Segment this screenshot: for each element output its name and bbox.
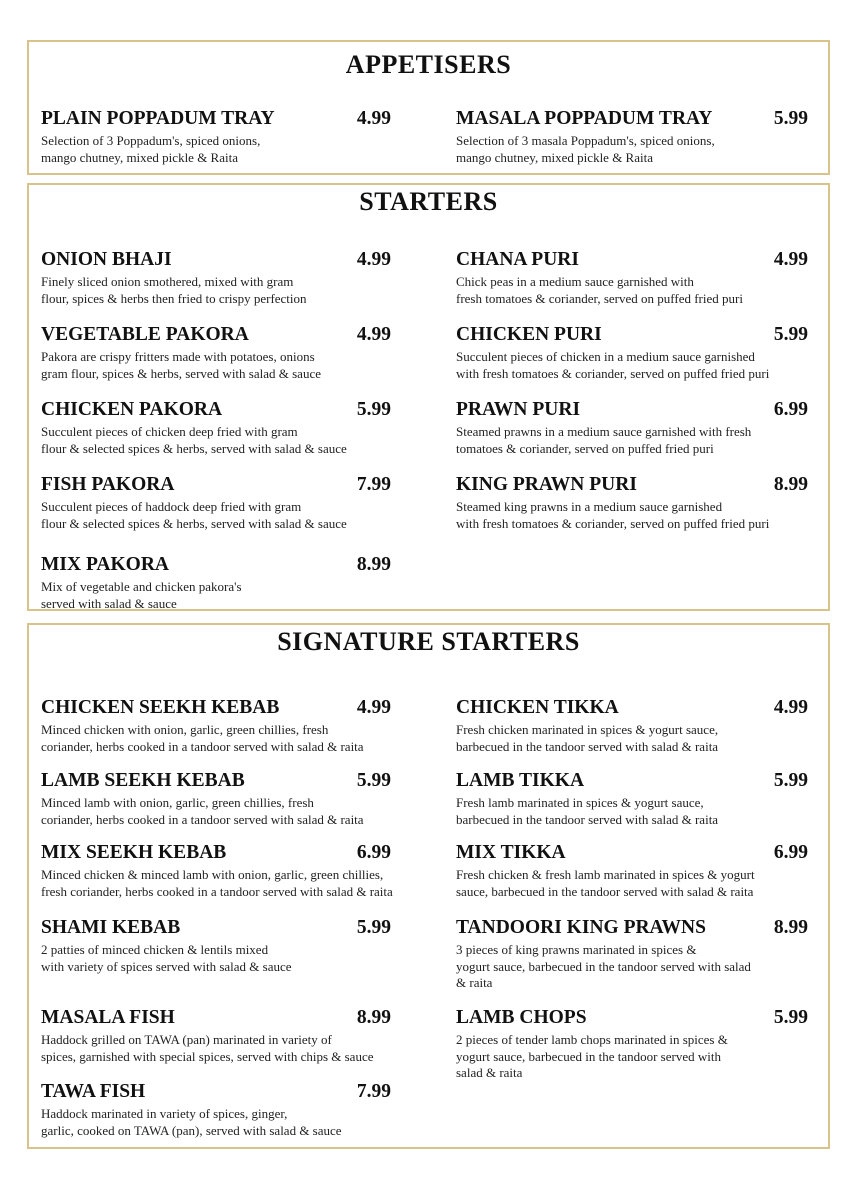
item-description: Selection of 3 Poppadum's, spiced onions, mango chutney, mixed pickle & Raita xyxy=(41,133,261,165)
item-price: 5.99 xyxy=(773,108,808,129)
item-name: LAMB SEEKH KEBAB xyxy=(41,770,245,791)
item-name: CHICKEN SEEKH KEBAB xyxy=(41,697,280,718)
menu-item xyxy=(41,770,391,828)
item-description: Pakora are crispy fritters made with potatoes, onions gram flour, spices & herbs, served with salad & sauce xyxy=(41,349,321,381)
menu-item xyxy=(41,697,391,755)
item-description: Chick peas in a medium sauce garnished with fresh tomatoes & coriander, served on puffed fried puri xyxy=(456,274,743,306)
menu-item xyxy=(456,917,808,992)
item-price: 7.99 xyxy=(356,474,391,495)
menu-item xyxy=(456,842,808,900)
section-title-starters: STARTERS xyxy=(359,187,498,216)
item-description: Haddock marinated in variety of spices, ginger, garlic, cooked on TAWA (pan), served with salad & sauce xyxy=(41,1106,342,1138)
item-description: 3 pieces of king prawns marinated in spices & yogurt sauce, barbecued in the tandoor served with salad & raita xyxy=(456,942,751,990)
item-price: 6.99 xyxy=(773,399,808,420)
item-description: Minced lamb with onion, garlic, green chillies, fresh coriander, herbs cooked in a tandoor served with salad & raita xyxy=(41,795,364,827)
item-name: MASALA FISH xyxy=(41,1007,175,1028)
item-name: MIX SEEKH KEBAB xyxy=(41,842,227,863)
item-name: ONION BHAJI xyxy=(41,249,172,270)
menu-item xyxy=(41,249,391,307)
signature-starters-section xyxy=(27,623,830,1149)
item-description: Finely sliced onion smothered, mixed with gram flour, spices & herbs then fried to crispy perfection xyxy=(41,274,307,306)
item-price: 6.99 xyxy=(356,842,391,863)
item-name: MIX PAKORA xyxy=(41,554,169,575)
item-name: PLAIN POPPADUM TRAY xyxy=(41,108,275,129)
item-price: 4.99 xyxy=(356,697,391,718)
menu-item xyxy=(41,1007,391,1065)
item-price: 4.99 xyxy=(356,249,391,270)
item-name: KING PRAWN PURI xyxy=(456,474,637,495)
menu-item xyxy=(41,842,431,900)
item-price: 4.99 xyxy=(773,697,808,718)
menu-item xyxy=(456,324,808,382)
item-name: CHANA PURI xyxy=(456,249,579,270)
item-name: LAMB TIKKA xyxy=(456,770,585,791)
item-name: PRAWN PURI xyxy=(456,399,581,420)
item-description: Succulent pieces of haddock deep fried with gram flour & selected spices & herbs, served with salad & sauce xyxy=(41,499,347,531)
item-description: Fresh chicken marinated in spices & yogurt sauce, barbecued in the tandoor served with salad & raita xyxy=(456,722,719,754)
section-title-appetisers: APPETISERS xyxy=(345,50,512,79)
item-description: Minced chicken & minced lamb with onion, garlic, green chillies, fresh coriander, herbs cooked in a tandoor served with salad & raita xyxy=(41,867,393,899)
item-name: CHICKEN PURI xyxy=(456,324,602,345)
menu-item xyxy=(41,554,391,612)
item-description: Steamed prawns in a medium sauce garnished with fresh tomatoes & coriander, served on puffed fried puri xyxy=(456,424,752,456)
item-price: 7.99 xyxy=(356,1081,391,1102)
appetisers-section xyxy=(27,40,830,175)
item-name: TAWA FISH xyxy=(41,1081,146,1102)
menu-item xyxy=(456,249,808,307)
item-description: Mix of vegetable and chicken pakora's served with salad & sauce xyxy=(41,579,242,611)
item-name: TANDOORI KING PRAWNS xyxy=(456,917,706,938)
item-price: 4.99 xyxy=(356,108,391,129)
item-name: FISH PAKORA xyxy=(41,474,175,495)
item-price: 5.99 xyxy=(773,770,808,791)
item-description: Haddock grilled on TAWA (pan) marinated in variety of spices, garnished with special spices, served with chips & sauce xyxy=(41,1032,374,1064)
menu-item xyxy=(456,770,808,828)
item-price: 5.99 xyxy=(356,770,391,791)
item-name: MASALA POPPADUM TRAY xyxy=(456,108,713,129)
item-name: MIX TIKKA xyxy=(456,842,566,863)
item-description: 2 pieces of tender lamb chops marinated in spices & yogurt sauce, barbecued in the tandoor served with salad & raita xyxy=(456,1032,728,1080)
menu-item xyxy=(41,399,391,457)
item-price: 5.99 xyxy=(356,399,391,420)
item-description: Fresh lamb marinated in spices & yogurt sauce, barbecued in the tandoor served with salad & raita xyxy=(456,795,719,827)
menu-item xyxy=(41,108,391,166)
menu-item xyxy=(456,697,808,755)
item-price: 4.99 xyxy=(773,249,808,270)
menu-item xyxy=(456,1007,808,1082)
item-price: 5.99 xyxy=(356,917,391,938)
item-price: 8.99 xyxy=(773,474,808,495)
item-description: Succulent pieces of chicken in a medium sauce garnished with fresh tomatoes & coriander, served on puffed fried puri xyxy=(456,349,770,381)
item-price: 8.99 xyxy=(356,1007,391,1028)
item-description: 2 patties of minced chicken & lentils mixed with variety of spices served with salad & sauce xyxy=(41,942,292,974)
item-price: 8.99 xyxy=(356,554,391,575)
item-description: Succulent pieces of chicken deep fried with gram flour & selected spices & herbs, served with salad & sauce xyxy=(41,424,347,456)
item-name: CHICKEN PAKORA xyxy=(41,399,223,420)
item-name: CHICKEN TIKKA xyxy=(456,697,619,718)
item-description: Selection of 3 masala Poppadum's, spiced onions, mango chutney, mixed pickle & Raita xyxy=(456,133,715,165)
menu-item xyxy=(41,474,391,532)
menu-item xyxy=(41,324,391,382)
item-price: 8.99 xyxy=(773,917,808,938)
item-name: LAMB CHOPS xyxy=(456,1007,587,1028)
menu-item xyxy=(456,399,808,457)
menu-item xyxy=(41,1081,391,1139)
item-name: SHAMI KEBAB xyxy=(41,917,181,938)
item-description: Minced chicken with onion, garlic, green chillies, fresh coriander, herbs cooked in a tandoor served with salad & raita xyxy=(41,722,364,754)
menu-item xyxy=(41,917,391,975)
section-title-signature-starters: SIGNATURE STARTERS xyxy=(277,627,580,656)
item-description: Steamed king prawns in a medium sauce garnished with fresh tomatoes & coriander, served on puffed fried puri xyxy=(456,499,770,531)
starters-section xyxy=(27,183,830,611)
item-name: VEGETABLE PAKORA xyxy=(41,324,249,345)
menu-item xyxy=(456,108,808,166)
item-price: 5.99 xyxy=(773,1007,808,1028)
item-price: 6.99 xyxy=(773,842,808,863)
item-price: 4.99 xyxy=(356,324,391,345)
item-price: 5.99 xyxy=(773,324,808,345)
item-description: Fresh chicken & fresh lamb marinated in spices & yogurt sauce, barbecued in the tandoor served with salad & raita xyxy=(456,867,755,899)
menu-item xyxy=(456,474,808,532)
